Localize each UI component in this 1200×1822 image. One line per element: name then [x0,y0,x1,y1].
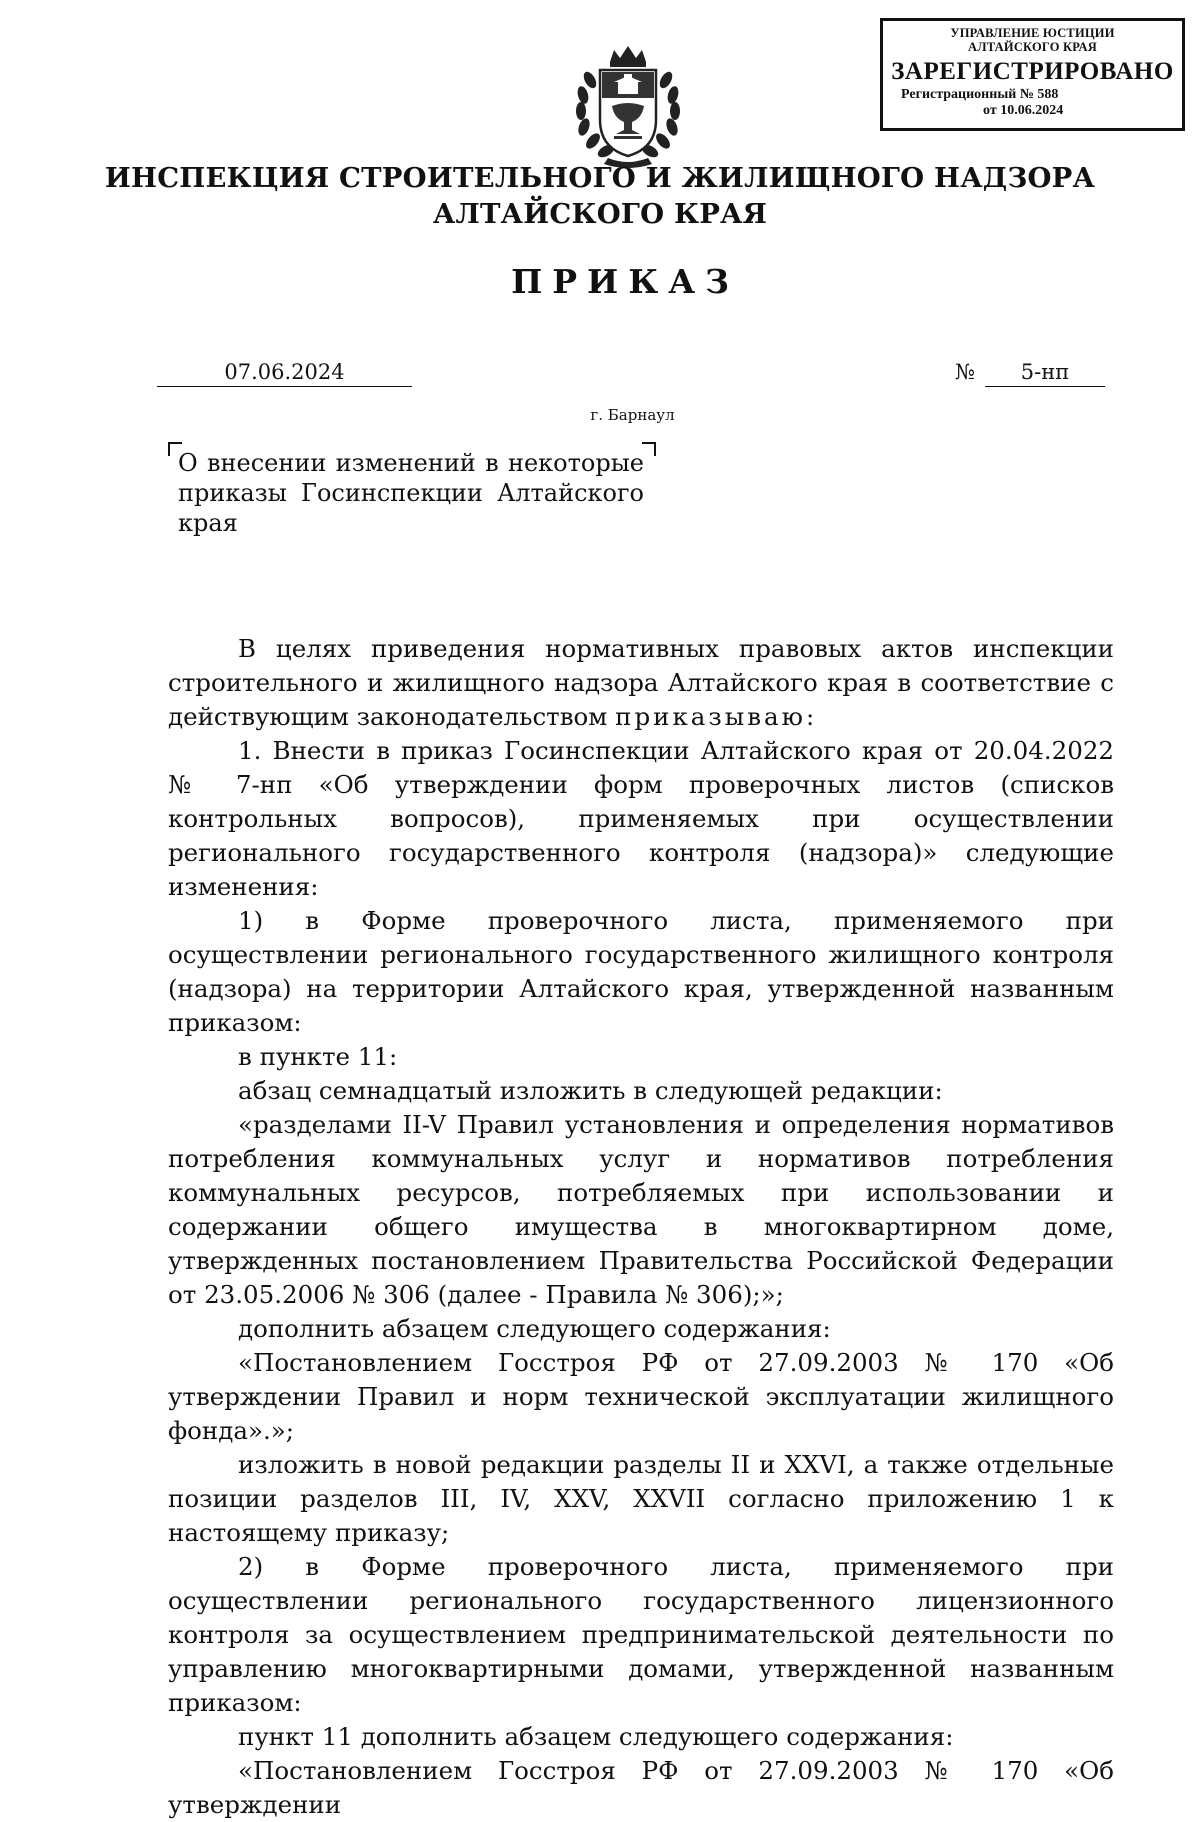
order-subject: О внесении изменений в некоторые приказы Госинспекции Алтайского края [178,449,644,537]
altai-krai-coat-of-arms-icon [568,40,688,170]
stamp-status: ЗАРЕГИСТРИРОВАНО [891,58,1174,85]
order-body [168,632,1114,1822]
body-paragraph-5: «разделами II-V Правил установления и определения нормативов потребления коммунальных услуг и нормативов потребления коммунальных ресурсов, потребляемых при использовании и содержании общего имущества в многоквартирном доме, утвержденных постановлением Правительства Российской Федерации от 23.05.2006 № 306 (далее - Правила № 306);»; [168,1110,1114,1309]
body-paragraph-6: дополнить абзацем следующего содержания: [238,1314,831,1343]
order-date: 07.06.2024 [157,358,412,387]
body-intro [168,632,1114,734]
body-paragraph-7: «Постановлением Госстроя РФ от 27.09.2003 № 170 «Об утверждении Правил и норм технической эксплуатации жилищного фонда».»; [168,1348,1114,1445]
body-paragraph-10: пункт 11 дополнить абзацем следующего содержания: [238,1722,954,1751]
organization-title-line1: ИНСПЕКЦИЯ СТРОИТЕЛЬНОГО И ЖИЛИЩНОГО НАДЗОРА [104,162,1096,194]
organization-title [100,160,1100,232]
city-name: г. Барнаул [590,406,675,424]
registration-stamp [880,18,1185,131]
body-paragraph-9: 2) в Форме проверочного листа, применяемого при осуществлении регионального государственного лицензионного контроля за осуществлением предпринимательской деятельности по управлению многоквартирными домами, утвержденной названным приказом: [168,1552,1114,1717]
document-type-title: ПРИКАЗ [511,262,739,301]
order-number-label: № [955,360,975,384]
body-intro-end: : [805,702,815,731]
subject-corner-right [642,442,656,456]
body-paragraph-11: «Постановлением Госстроя РФ от 27.09.2003 № 170 «Об утверждении [168,1756,1114,1819]
body-intro-order-word: приказываю [615,702,806,731]
organization-title-line2: АЛТАЙСКОГО КРАЯ [432,198,768,230]
body-paragraph-4: абзац семнадцатый изложить в следующей редакции: [238,1076,943,1105]
body-paragraph-2: 1) в Форме проверочного листа, применяемого при осуществлении регионального государственного жилищного контроля (надзора) на территории Алтайского края, утвержденной названным приказом: [168,906,1114,1037]
body-paragraph-1: 1. Внести в приказ Госинспекции Алтайского края от 20.04.2022 № 7-нп «Об утверждении форм проверочных листов (списков контрольных вопросов), применяемых при осуществлении регионального государственного контроля (надзора)» следующие изменения: [168,736,1114,901]
order-number: 5-нп [985,358,1105,387]
body-paragraph-8: изложить в новой редакции разделы II и XXVI, а также отдельные позиции разделов III, IV, XXV, XXVII согласно приложению 1 к настоящему приказу; [168,1450,1114,1547]
stamp-org-line1: УПРАВЛЕНИЕ ЮСТИЦИИ [950,26,1115,40]
stamp-reg-date: от 10.06.2024 [983,103,1064,118]
body-paragraph-3: в пункте 11: [238,1042,398,1071]
stamp-reg-number: Регистрационный № 588 [901,87,1059,102]
stamp-org-line2: АЛТАЙСКОГО КРАЯ [968,40,1097,54]
body-intro-text: В целях приведения нормативных правовых актов инспекции строительного и жилищного надзора Алтайского края в соответствие с действующим законодательством [168,634,1114,731]
